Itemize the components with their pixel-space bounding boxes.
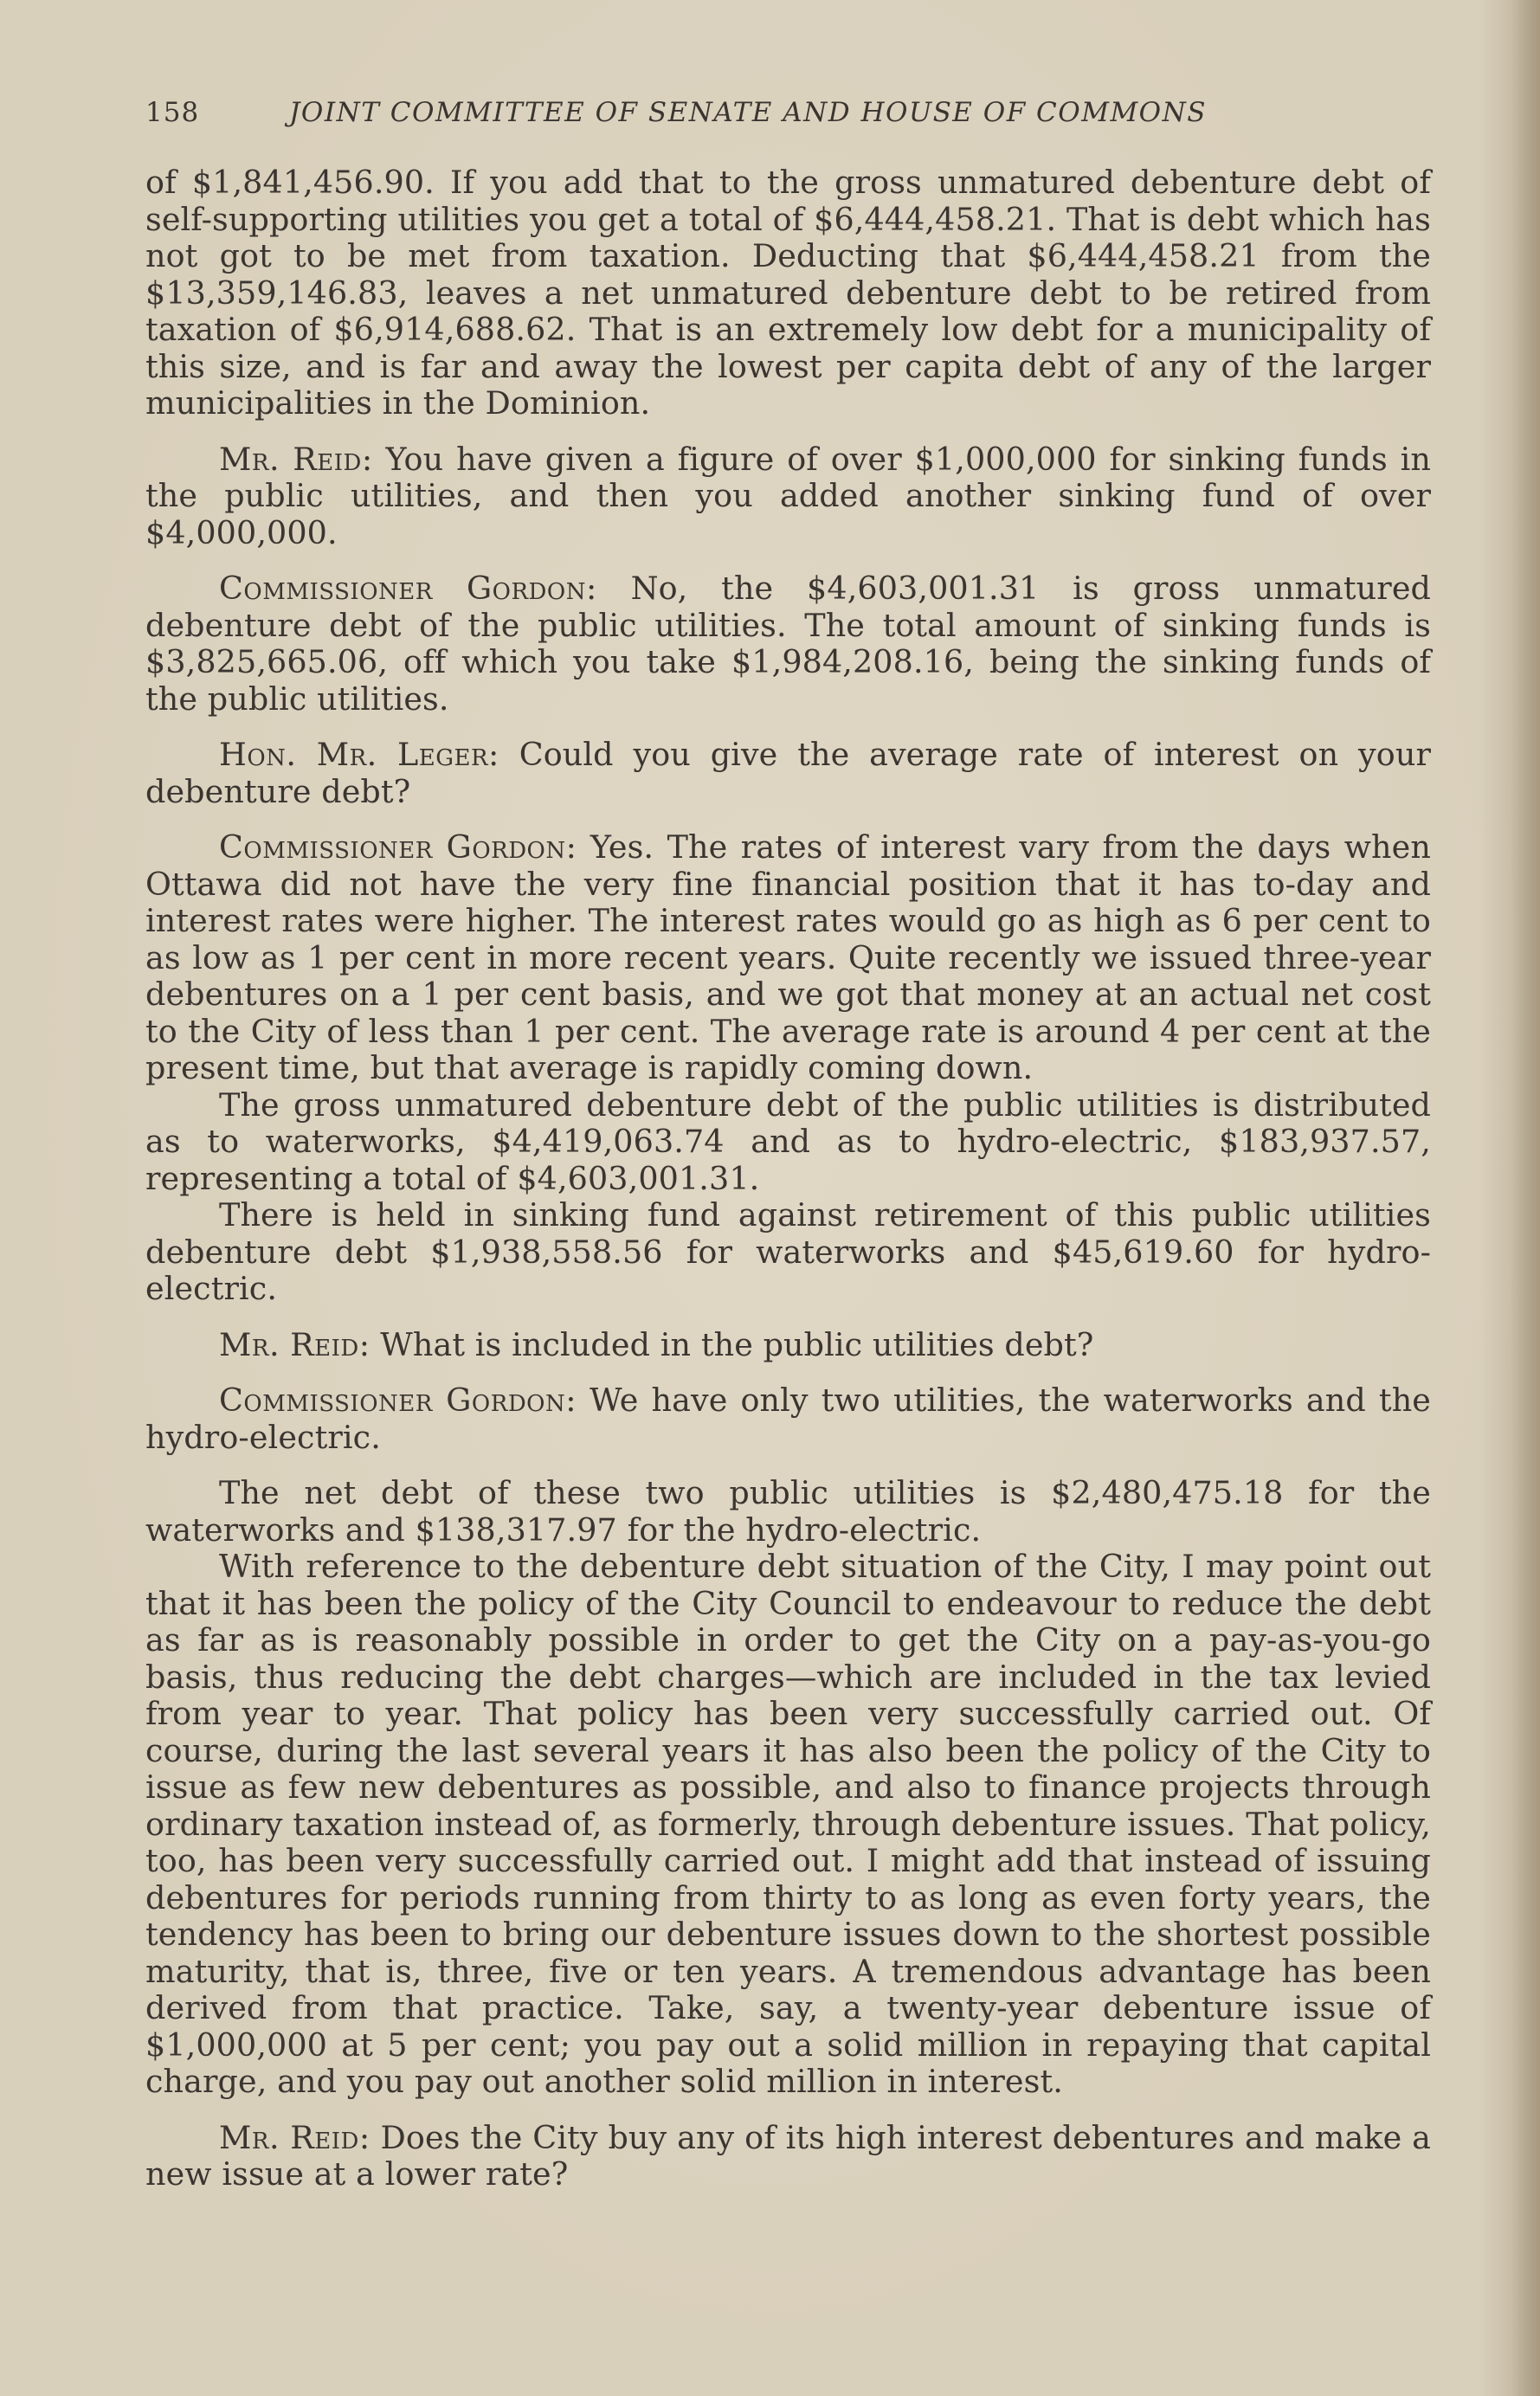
paragraph-text: What is included in the public utilities debt?: [370, 1325, 1094, 1363]
page-edge-shadow: [1511, 0, 1540, 2396]
paragraph: [145, 1549, 1431, 2101]
paragraph: [145, 441, 1431, 552]
transcript-body: [145, 164, 1431, 2193]
paragraph-text: The gross unmatured debenture debt of the public utilities is distributed as to waterworks, $4,419,063.74 and as to hydro-electric, $183,937.57, representing a total of $4,603,001.31.: [145, 1085, 1431, 1197]
paragraph-text: Does the City buy any of its high interest debentures and make a new issue at a lower rate?: [145, 2118, 1431, 2193]
paragraph-text: There is held in sinking fund against retirement of this public utilities debenture debt $1,938,558.56 for waterworks and $45,619.60 for hydro-electric.: [145, 1196, 1431, 1307]
paragraph-text: The net debt of these two public utilities is $2,480,475.18 for the waterworks and $138,317.97 for the hydro-electric.: [145, 1474, 1431, 1549]
paragraph-text: of $1,841,456.90. If you add that to the gross unmatured debenture debt of self-supporting utilities you get a total of $6,444,458.21. That is debt which has not got to be met from taxation. Deducting that $6,444,458.21 from the $13,359,146.83, leaves a net unmatured debenture debt to be retired from taxation of $6,914,688.62. That is an extremely low debt for a municipality of this size, and is far and away the lowest per capita debt of any of the larger municipalities in the Dominion.: [145, 164, 1431, 422]
paragraph: [145, 1197, 1431, 1308]
paragraph-text: You have given a figure of over $1,000,000 for sinking funds in the public utilities, and then you added another sinking fund of over $4,000,000.: [145, 440, 1432, 551]
paragraph: [145, 829, 1431, 1087]
speaker-name: Mr. Reid:: [219, 1325, 371, 1363]
paragraph-text: No, the $4,603,001.31 is gross unmatured debenture debt of the public utilities. The total amount of sinking funds is $3,825,665.06, off which you take $1,984,208.16, being the sinking funds of the public utilities.: [145, 570, 1431, 718]
paragraph: [145, 1327, 1431, 1364]
paragraph: [145, 2120, 1431, 2193]
running-title: JOINT COMMITTEE OF SENATE AND HOUSE OF COMMONS: [289, 97, 1207, 128]
speaker-name: Commissioner Gordon:: [219, 1382, 577, 1419]
paragraph: [145, 570, 1431, 718]
paragraph: [145, 737, 1431, 810]
page-number: 158: [145, 97, 200, 128]
speaker-name: Hon. Mr. Leger:: [219, 736, 499, 773]
speaker-name: Commissioner Gordon:: [219, 570, 597, 607]
speaker-name: Commissioner Gordon:: [219, 828, 577, 866]
paragraph: [145, 1087, 1431, 1198]
paragraph-text: Could you give the average rate of interest on your debenture debt?: [145, 736, 1431, 810]
paragraph-text: Yes. The rates of interest vary from the days when Ottawa did not have the very fine financial position that it has to-day and interest rates were higher. The interest rates would go as high as 6 per cent to as low as 1 per cent in more recent years. Quite recently we issued three-year debentures on a 1 per cent basis, and we got that money at an actual net cost to the City of less than 1 per cent. The average rate is around 4 per cent at the present time, but that average is rapidly coming down.: [145, 828, 1431, 1086]
running-header: [145, 97, 1305, 135]
paragraph-text: With reference to the debenture debt situation of the City, I may point out that it has been the policy of the City Council to endeavour to reduce the debt as far as is reasonably possible in order to get the City on a pay-as-you-go basis, thus reducing the debt charges—which are included in the tax levied from year to year. That policy has been very successfully carried out. Of course, during the last several years it has also been the policy of the City to issue as few new debentures as possible, and also to finance projects through ordinary taxation instead of, as formerly, through debenture issues. That policy, too, has been very successfully carried out. I might add that instead of issuing debentures for periods running from thirty to as long as even forty years, the tendency has been to bring our debenture issues down to the shortest possible maturity, that is, three, five or ten years. A tremendous advantage has been derived from that practice. Take, say, a twenty-year debenture issue of $1,000,000 at 5 per cent; you pay out a solid million in repaying that capital charge, and you pay out another solid million in interest.: [145, 1548, 1431, 2100]
paragraph: [145, 1382, 1431, 1456]
speaker-name: Mr. Reid:: [219, 440, 373, 478]
paragraph: [145, 1475, 1431, 1549]
speaker-name: Mr. Reid:: [219, 2118, 371, 2156]
paragraph-text: We have only two utilities, the waterworks and the hydro-electric.: [145, 1382, 1431, 1456]
paragraph: [145, 164, 1431, 422]
